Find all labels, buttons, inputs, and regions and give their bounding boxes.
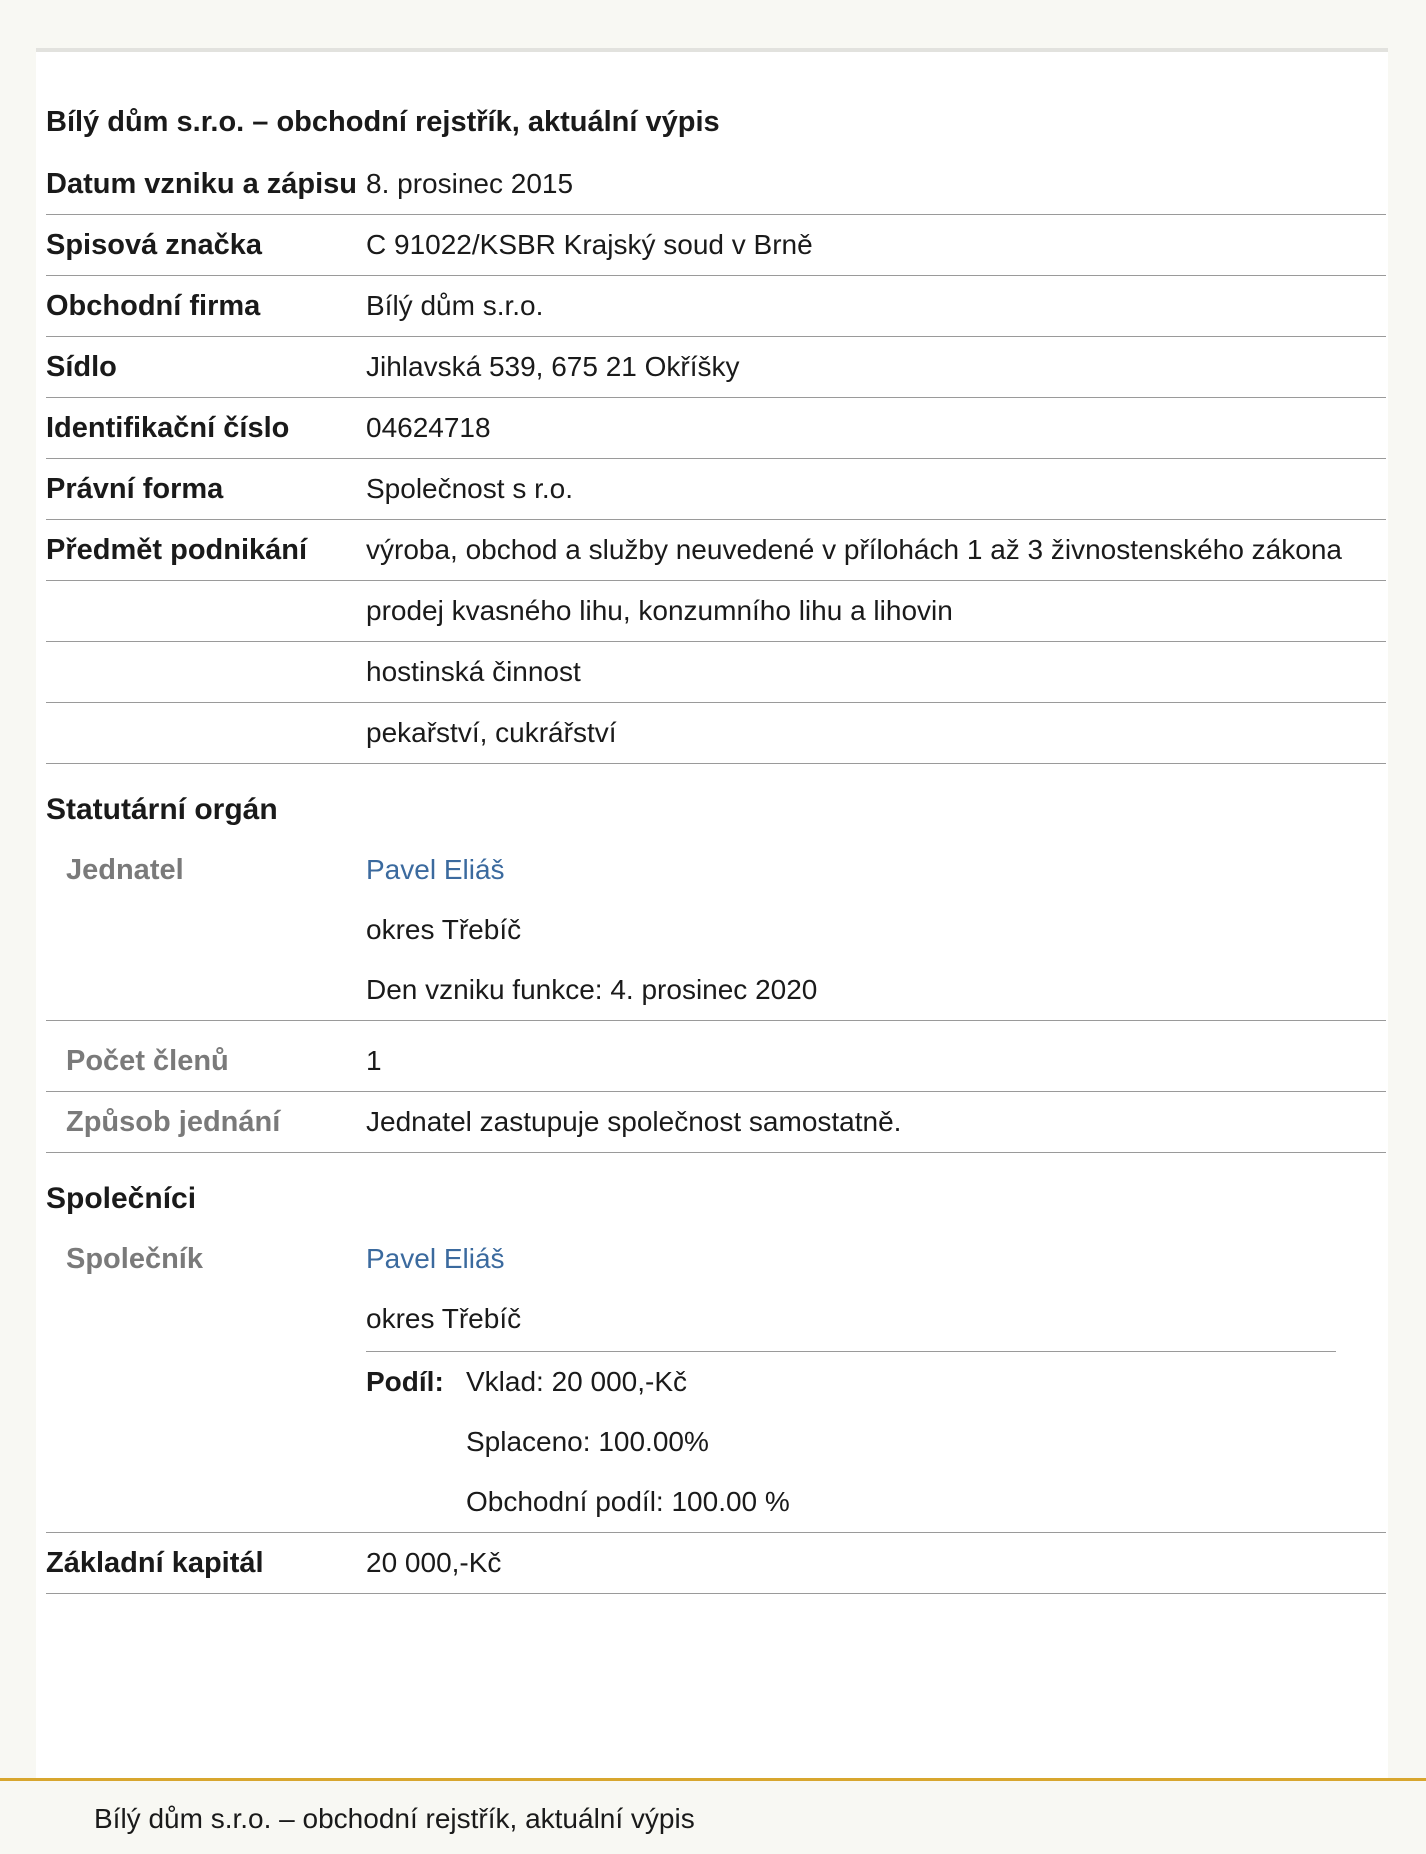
row-predmet-podnikani bbox=[46, 520, 1386, 581]
value-predmet-item: prodej kvasného lihu, konzumního lihu a lihovin bbox=[366, 595, 953, 626]
row-ico bbox=[46, 398, 1386, 459]
row-spisova-znacka bbox=[46, 215, 1386, 276]
label-empty bbox=[46, 703, 366, 763]
label-predmet-podnikani: Předmět podnikání bbox=[46, 534, 308, 566]
value-obchodni-firma: Bílý dům s.r.o. bbox=[366, 290, 544, 321]
value-datum-vzniku: 8. prosinec 2015 bbox=[366, 168, 574, 199]
row-zakladni-kapital bbox=[46, 1533, 1386, 1594]
jednatel-district: okres Třebíč bbox=[366, 914, 522, 945]
value-spisova-znacka: C 91022/KSBR Krajský soud v Brně bbox=[366, 229, 813, 260]
section-heading-spolecnici: Společníci bbox=[46, 1182, 197, 1215]
share-obchodni-podil: Obchodní podíl: 100.00 % bbox=[466, 1486, 790, 1517]
label-spolecnik: Společník bbox=[66, 1243, 203, 1275]
share-block bbox=[366, 1351, 1336, 1532]
jednatel-since: Den vzniku funkce: 4. prosinec 2020 bbox=[366, 974, 818, 1005]
registry-card bbox=[36, 48, 1388, 1782]
jednatel-name-link[interactable]: Pavel Eliáš bbox=[366, 854, 505, 885]
share-splaceno: Splaceno: 100.00% bbox=[466, 1426, 709, 1457]
label-empty bbox=[46, 581, 366, 641]
row-predmet-item bbox=[46, 703, 1386, 764]
value-zakladni-kapital: 20 000,-Kč bbox=[366, 1547, 502, 1578]
share-label: Podíl: bbox=[366, 1366, 444, 1397]
label-jednatel: Jednatel bbox=[66, 854, 184, 886]
label-obchodni-firma: Obchodní firma bbox=[46, 290, 261, 322]
label-sidlo: Sídlo bbox=[46, 351, 117, 383]
footer bbox=[0, 1778, 1426, 1854]
label-spisova-znacka: Spisová značka bbox=[46, 229, 262, 261]
share-details bbox=[466, 1352, 790, 1532]
label-pravni-forma: Právní forma bbox=[46, 473, 224, 505]
label-pocet-clenu: Počet členů bbox=[66, 1045, 229, 1077]
value-spolecnik bbox=[366, 1229, 1386, 1532]
footer-text: Bílý dům s.r.o. – obchodní rejstřík, aktuální výpis bbox=[94, 1803, 695, 1834]
row-sidlo bbox=[46, 337, 1386, 398]
page-title: Bílý dům s.r.o. – obchodní rejstřík, aktuální výpis bbox=[46, 106, 720, 138]
value-pocet-clenu: 1 bbox=[366, 1045, 382, 1076]
value-predmet-item: pekařství, cukrářství bbox=[366, 717, 617, 748]
value-zpusob-jednani: Jednatel zastupuje společnost samostatně. bbox=[366, 1106, 902, 1137]
row-obchodni-firma bbox=[46, 276, 1386, 337]
value-jednatel bbox=[366, 840, 1386, 1020]
value-predmet-item: výroba, obchod a služby neuvedené v přílohách 1 až 3 živnostenského zákona bbox=[366, 534, 1342, 565]
row-spolecnik bbox=[46, 1229, 1386, 1533]
label-zpusob-jednani: Způsob jednání bbox=[66, 1106, 281, 1138]
label-datum-vzniku: Datum vzniku a zápisu bbox=[46, 168, 358, 200]
row-pravni-forma bbox=[46, 459, 1386, 520]
value-ico: 04624718 bbox=[366, 412, 491, 443]
row-predmet-item bbox=[46, 642, 1386, 703]
value-pravni-forma: Společnost s r.o. bbox=[366, 473, 574, 504]
row-predmet-item bbox=[46, 581, 1386, 642]
section-heading-statutarni: Statutární orgán bbox=[46, 793, 278, 826]
share-vklad: Vklad: 20 000,-Kč bbox=[466, 1366, 688, 1397]
value-predmet-item: hostinská činnost bbox=[366, 656, 581, 687]
registry-content bbox=[46, 98, 1386, 1594]
label-ico: Identifikační číslo bbox=[46, 412, 290, 444]
value-sidlo: Jihlavská 539, 675 21 Okříšky bbox=[366, 351, 740, 382]
label-zakladni-kapital: Základní kapitál bbox=[46, 1547, 264, 1579]
label-empty bbox=[46, 642, 366, 702]
row-jednatel bbox=[46, 840, 1386, 1021]
spolecnik-name-link[interactable]: Pavel Eliáš bbox=[366, 1243, 505, 1274]
row-pocet-clenu bbox=[46, 1021, 1386, 1092]
row-datum-vzniku bbox=[46, 154, 1386, 215]
spolecnik-district: okres Třebíč bbox=[366, 1303, 522, 1334]
row-zpusob-jednani bbox=[46, 1092, 1386, 1153]
